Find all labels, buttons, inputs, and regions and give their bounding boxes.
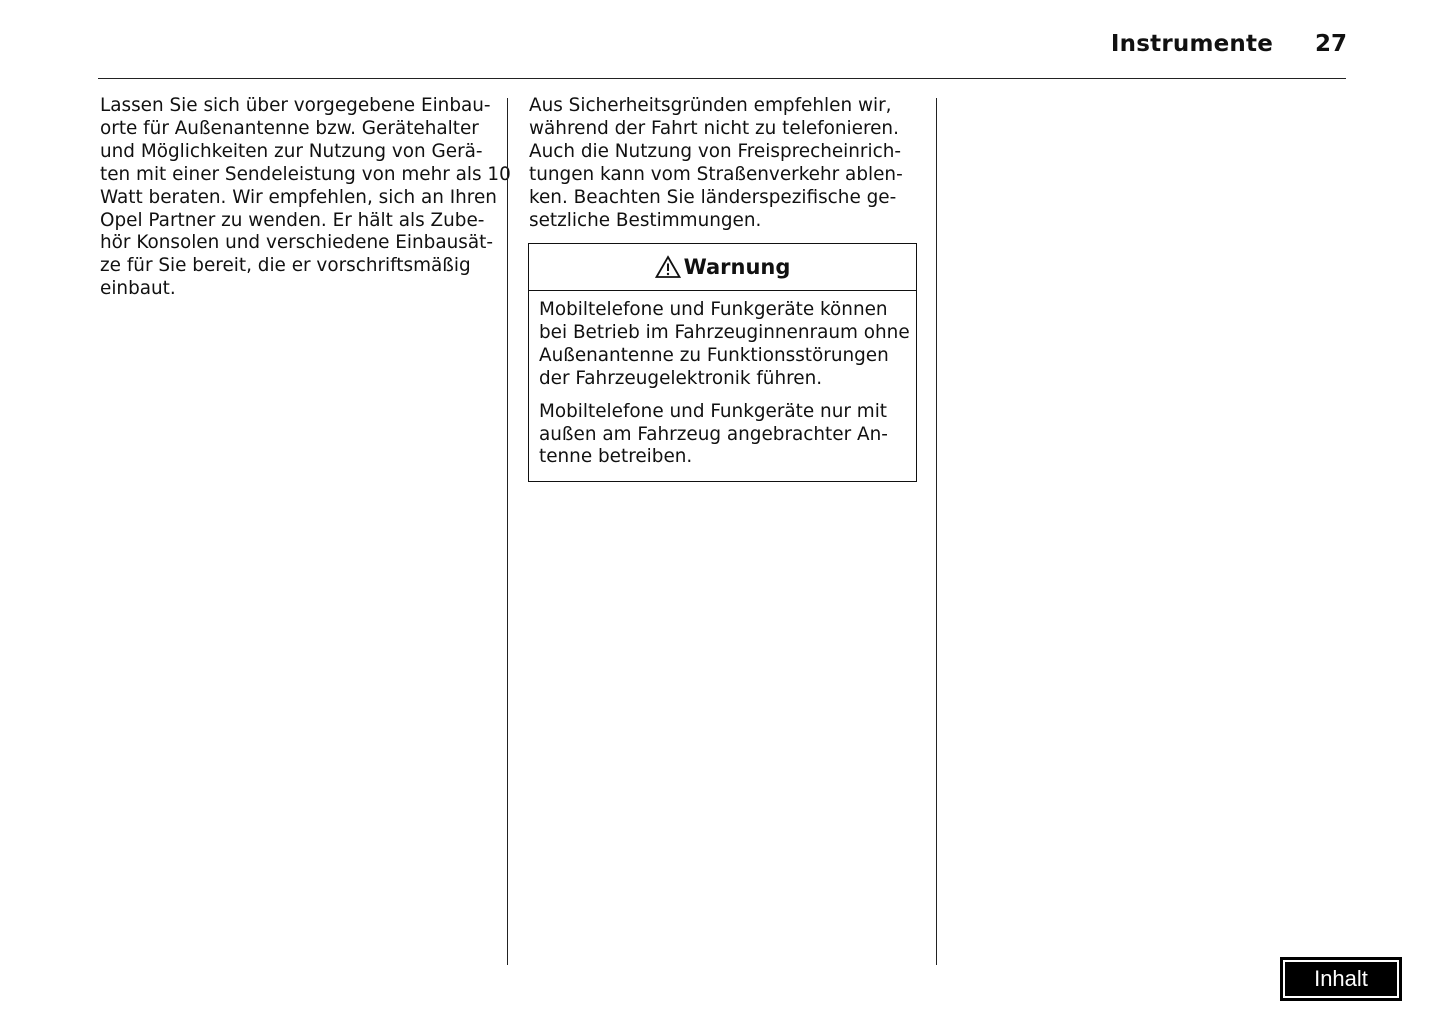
warning-triangle-icon <box>655 255 681 279</box>
section-title: Instrumente <box>1110 31 1273 57</box>
text-line: ze für Sie bereit, die er vorschriftsmäßig <box>100 255 471 277</box>
warning-title: Warnung <box>683 255 791 279</box>
warning-paragraph <box>539 299 910 391</box>
text-line: ken. Beachten Sie länderspezifische ge- <box>529 186 897 208</box>
contents-button[interactable]: Inhalt <box>1280 957 1402 1001</box>
text-line: Mobiltelefone und Funkgeräte können <box>539 299 888 320</box>
column-divider <box>936 98 937 965</box>
middle-column-text <box>529 95 919 232</box>
text-line: tenne betreiben. <box>539 446 693 468</box>
text-line: Auch die Nutzung von Freisprecheinrich- <box>529 140 902 162</box>
text-line: orte für Außenantenne bzw. Gerätehalter <box>100 117 479 139</box>
header-divider <box>98 78 1346 79</box>
warning-box <box>528 243 917 482</box>
text-line: Watt beraten. Wir empfehlen, sich an Ihren <box>100 186 497 208</box>
text-line: der Fahrzeugelektronik führen. <box>539 367 823 389</box>
text-line: Lassen Sie sich über vorgegebene Einbau- <box>100 95 491 116</box>
column-divider <box>507 98 508 965</box>
text-line: Aus Sicherheitsgründen empfehlen wir, <box>529 95 892 116</box>
text-line: setzliche Bestimmungen. <box>529 209 762 231</box>
text-line: hör Konsolen und verschiedene Einbausät- <box>100 232 493 254</box>
text-line: bei Betrieb im Fahrzeuginnenraum ohne <box>539 321 910 343</box>
warning-paragraph <box>539 401 906 470</box>
text-line: und Möglichkeiten zur Nutzung von Gerä- <box>100 140 483 162</box>
text-line: Außenantenne zu Funktionsstörungen <box>539 344 889 366</box>
left-column-text <box>100 95 511 301</box>
text-line: Opel Partner zu wenden. Er hält als Zube- <box>100 209 485 231</box>
text-line: ten mit einer Sendeleistung von mehr als 10 <box>100 163 511 185</box>
text-line: während der Fahrt nicht zu telefonieren. <box>529 117 899 139</box>
warning-header <box>529 244 916 291</box>
text-line: Mobiltelefone und Funkgeräte nur mit <box>539 400 888 422</box>
text-line: tungen kann vom Straßenverkehr ablen- <box>529 163 903 185</box>
warning-body <box>529 291 916 469</box>
page-number: 27 <box>1314 31 1347 57</box>
text-line: außen am Fahrzeug angebrachter An- <box>539 423 888 445</box>
text-line: einbaut. <box>100 278 176 300</box>
